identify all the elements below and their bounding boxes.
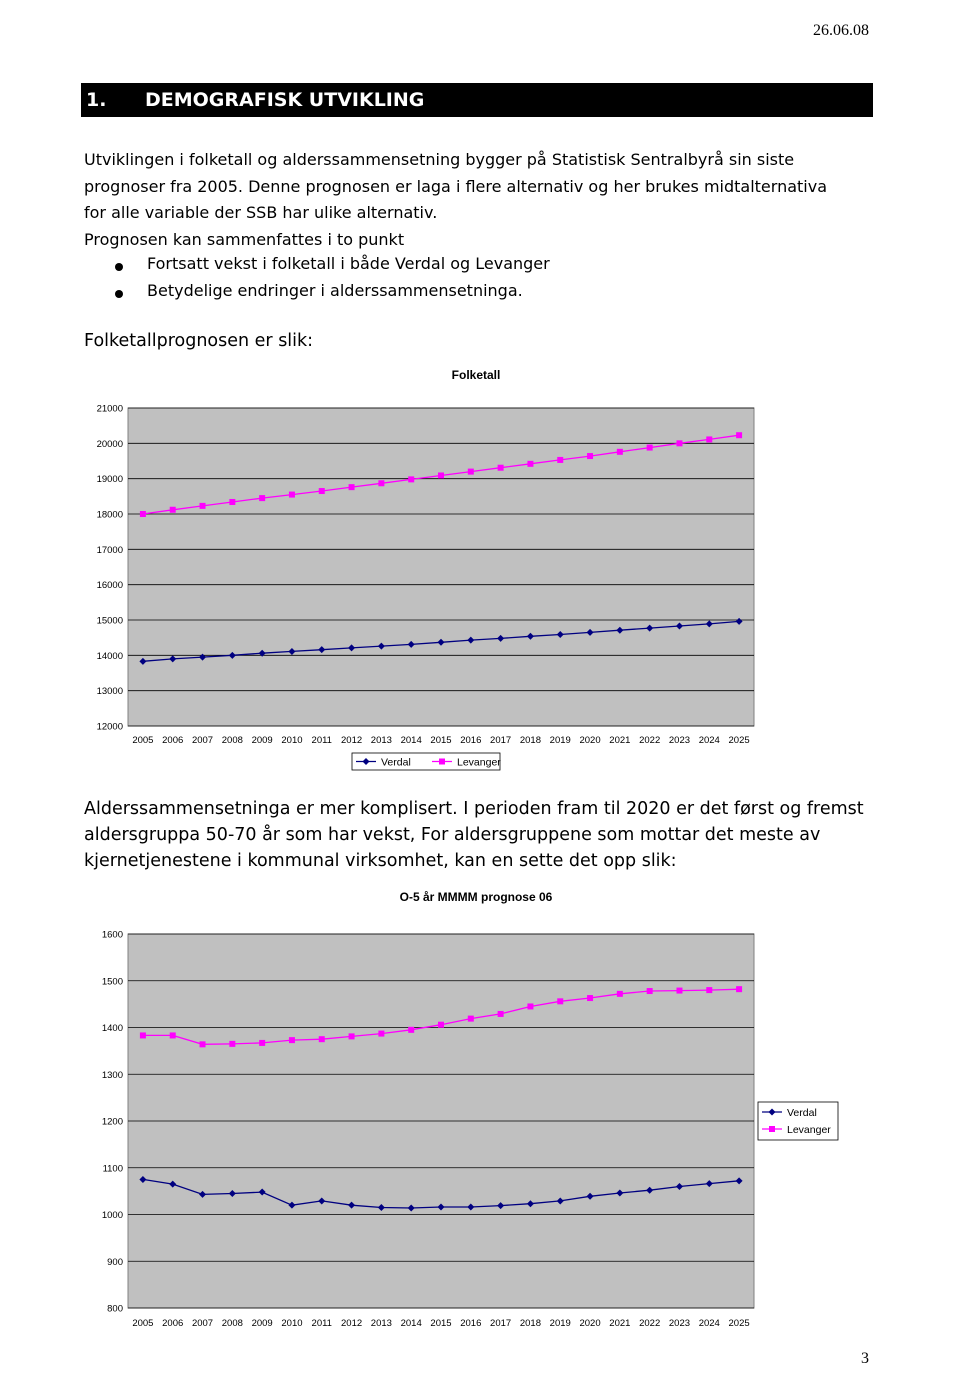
y-tick-label: 1000: [101, 1210, 123, 1221]
y-tick-label: 15000: [96, 615, 123, 627]
y-tick-label: 800: [107, 1303, 123, 1315]
plot-area: [128, 408, 754, 726]
x-tick-label: 2008: [221, 735, 243, 746]
y-tick-label: 1600: [101, 929, 123, 941]
legend-label: Verdal: [381, 756, 411, 769]
data-point-levanger: [468, 1016, 474, 1022]
x-tick-label: 2022: [639, 735, 661, 746]
data-point-levanger: [468, 469, 474, 475]
legend-marker: [769, 1126, 775, 1132]
y-tick-label: 1500: [101, 976, 123, 988]
y-tick-label: 19000: [96, 474, 123, 486]
chart-2: [102, 890, 838, 1329]
y-tick-label: 20000: [96, 438, 123, 450]
data-point-levanger: [557, 998, 563, 1004]
data-point-levanger: [140, 1032, 146, 1038]
x-tick-label: 2012: [341, 735, 363, 746]
x-tick-label: 2023: [668, 1318, 691, 1329]
data-point-levanger: [498, 1011, 504, 1017]
middle-line: aldersgruppa 50-70 år som har vekst, For aldersgruppene som mottar det meste av: [84, 825, 821, 845]
data-point-levanger: [229, 499, 235, 505]
x-tick-label: 2019: [549, 1318, 571, 1329]
x-tick-label: 2013: [370, 1318, 392, 1329]
x-tick-label: 2007: [191, 735, 214, 746]
intro-line: Utviklingen i folketall og alderssammensetning bygger på Statistisk Sentralbyrå sin siste: [84, 150, 795, 169]
data-point-levanger: [259, 1040, 265, 1046]
x-tick-label: 2018: [519, 735, 541, 746]
intro-line: Prognosen kan sammenfattes i to punkt: [84, 229, 405, 249]
data-point-levanger: [170, 507, 176, 513]
page-number: 3: [861, 1350, 869, 1367]
x-tick-label: 2011: [311, 735, 332, 746]
x-tick-label: 2018: [519, 1318, 541, 1329]
chart-legend: [758, 1102, 838, 1140]
x-tick-label: 2019: [549, 735, 571, 746]
y-tick-label: 21000: [96, 403, 123, 415]
x-tick-label: 2014: [400, 1318, 422, 1329]
x-tick-label: 2020: [579, 735, 601, 746]
data-point-levanger: [140, 511, 146, 517]
chart-legend: [352, 753, 501, 770]
middle-line: kjernetjenestene i kommunal virksomhet, kan en sette det opp slik:: [84, 851, 677, 871]
bullet-text: Fortsatt vekst i folketall i både Verdal og Levanger: [147, 254, 550, 273]
x-tick-label: 2006: [162, 735, 184, 746]
data-point-levanger: [587, 453, 593, 459]
chart-intro-text: Folketallprognosen er slik:: [84, 331, 314, 351]
data-point-levanger: [587, 995, 593, 1001]
section-number: 1.: [86, 89, 107, 111]
data-point-levanger: [557, 457, 563, 463]
middle-line: Alderssammensetninga er mer komplisert. I perioden fram til 2020 er det først og fremst: [84, 799, 864, 819]
data-point-levanger: [438, 1022, 444, 1028]
data-point-levanger: [349, 484, 355, 490]
data-point-levanger: [617, 449, 623, 455]
y-tick-label: 13000: [96, 686, 123, 698]
x-tick-label: 2017: [490, 735, 512, 746]
chart-title: O-5 år MMMM prognose 06: [399, 890, 553, 904]
data-point-levanger: [736, 432, 742, 438]
data-point-levanger: [438, 472, 444, 478]
section-title: DEMOGRAFISK UTVIKLING: [145, 89, 425, 111]
legend-label: Levanger: [457, 756, 501, 769]
data-point-levanger: [498, 465, 504, 471]
x-tick-label: 2010: [281, 735, 303, 746]
x-tick-label: 2006: [162, 1318, 184, 1329]
data-point-levanger: [200, 1041, 206, 1047]
x-tick-label: 2023: [668, 735, 691, 746]
data-point-levanger: [378, 1031, 384, 1037]
chart-title: Folketall: [451, 368, 501, 382]
x-tick-label: 2021: [609, 1318, 631, 1329]
data-point-levanger: [706, 436, 712, 442]
x-tick-label: 2009: [251, 1318, 273, 1329]
y-tick-label: 900: [107, 1256, 123, 1268]
data-point-levanger: [527, 461, 533, 467]
data-point-levanger: [289, 492, 295, 498]
x-tick-label: 2016: [460, 1318, 482, 1329]
legend-label: Levanger: [787, 1124, 831, 1136]
data-point-levanger: [200, 503, 206, 509]
data-point-levanger: [378, 480, 384, 486]
y-tick-label: 18000: [96, 509, 123, 521]
y-tick-label: 1300: [101, 1069, 123, 1081]
x-tick-label: 2015: [430, 735, 452, 746]
x-tick-label: 2012: [341, 1318, 363, 1329]
data-point-levanger: [229, 1041, 235, 1047]
x-tick-label: 2005: [132, 1318, 154, 1329]
y-tick-label: 14000: [96, 650, 123, 662]
header-date: 26.06.08: [813, 22, 869, 39]
x-tick-label: 2008: [221, 1318, 243, 1329]
intro-line: prognoser fra 2005. Denne prognosen er laga i flere alternativ og her brukes midtalternativa: [84, 176, 828, 196]
x-tick-label: 2024: [698, 1318, 720, 1329]
data-point-levanger: [319, 488, 325, 494]
legend-marker: [439, 759, 445, 765]
y-tick-label: 1400: [101, 1023, 123, 1034]
x-tick-label: 2009: [251, 735, 273, 746]
x-tick-label: 2017: [490, 1318, 512, 1329]
x-tick-label: 2005: [132, 735, 154, 746]
x-tick-label: 2011: [311, 1318, 332, 1329]
data-point-levanger: [349, 1033, 355, 1039]
data-point-levanger: [170, 1032, 176, 1038]
x-tick-label: 2021: [609, 735, 631, 746]
y-tick-label: 16000: [96, 580, 123, 592]
x-tick-label: 2022: [639, 1318, 661, 1329]
x-tick-label: 2015: [430, 1318, 452, 1329]
intro-line: for alle variable der SSB har ulike alternativ.: [84, 203, 438, 222]
data-point-levanger: [736, 986, 742, 992]
x-tick-label: 2007: [191, 1318, 214, 1329]
y-tick-label: 17000: [96, 544, 123, 556]
data-point-levanger: [676, 988, 682, 994]
data-point-levanger: [676, 440, 682, 446]
data-point-levanger: [408, 1027, 414, 1033]
bullet-text: Betydelige endringer i alderssammensetninga.: [147, 281, 523, 300]
data-point-levanger: [259, 495, 265, 501]
data-point-levanger: [319, 1036, 325, 1042]
data-point-levanger: [408, 476, 414, 482]
data-point-levanger: [527, 1003, 533, 1009]
y-tick-label: 1200: [101, 1116, 123, 1128]
x-tick-label: 2024: [698, 735, 720, 746]
x-tick-label: 2010: [281, 1318, 303, 1329]
x-tick-label: 2013: [370, 735, 392, 746]
x-tick-label: 2014: [400, 735, 422, 746]
x-tick-label: 2025: [728, 735, 750, 746]
y-tick-label: 12000: [96, 721, 123, 733]
data-point-levanger: [289, 1037, 295, 1043]
data-point-levanger: [706, 987, 712, 993]
chart-1: [97, 368, 754, 770]
x-tick-label: 2016: [460, 735, 482, 746]
data-point-levanger: [647, 445, 653, 451]
x-tick-label: 2020: [579, 1318, 601, 1329]
data-point-levanger: [647, 988, 653, 994]
x-tick-label: 2025: [728, 1318, 750, 1329]
y-tick-label: 1100: [102, 1163, 123, 1175]
legend-label: Verdal: [787, 1107, 817, 1119]
data-point-levanger: [617, 991, 623, 997]
